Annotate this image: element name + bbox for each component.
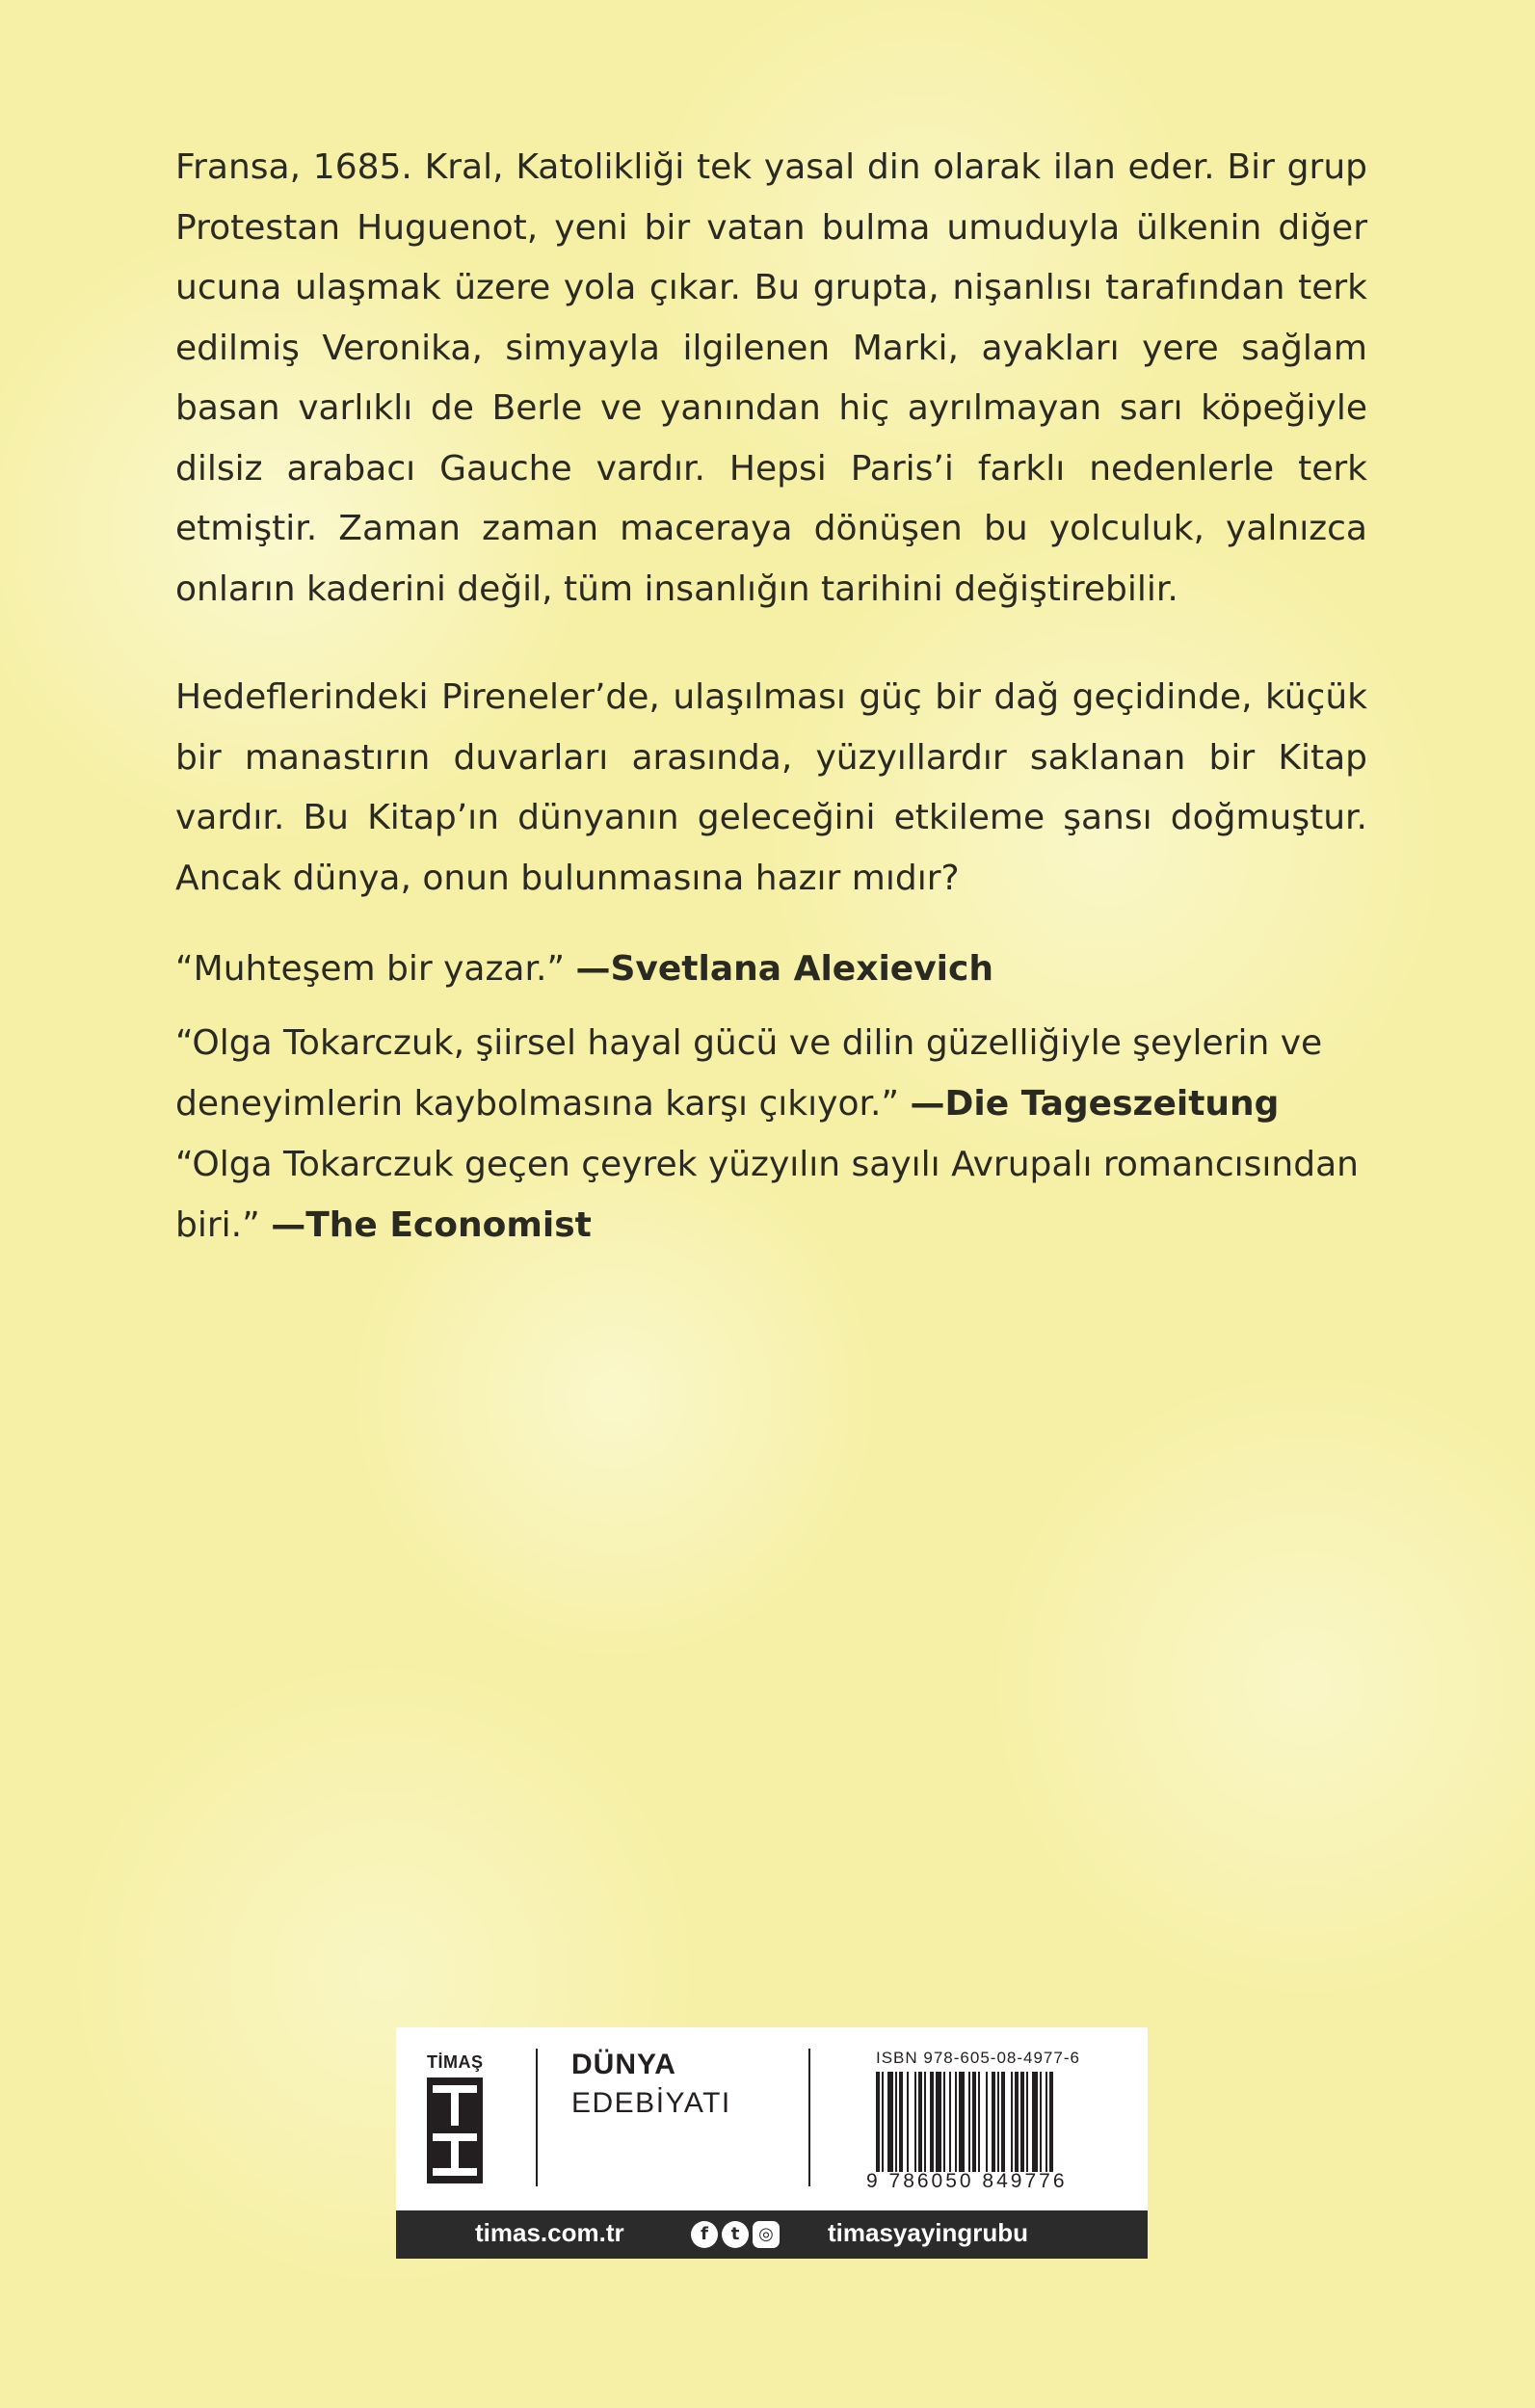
facebook-icon[interactable]: f xyxy=(691,2221,718,2248)
publisher-footer-bar xyxy=(396,2210,1148,2259)
publisher-logo-text: TİMAŞ xyxy=(427,2052,484,2072)
barcode-icon xyxy=(876,2072,1099,2172)
quote-text: “Muhteşem bir yazar.” xyxy=(175,949,566,989)
publisher-label xyxy=(396,2027,1148,2210)
series-subtitle: EDEBİYATI xyxy=(571,2087,731,2119)
blurb-paragraph-1: Fransa, 1685. Kral, Katolikliği tek yasal din olarak ilan eder. Bir grup Protestan Huguenot, yeni bir vatan bulma umuduyla ülkenin diğer ucuna ulaşmak üzere yola çıkar. Bu grupta, nişanlısı tarafından terk edilmiş Veronika, simyayla ilgilenen Marki, ayakları yere sağlam basan varlıklı de Berle ve yanından hiç ayrılmayan sarı köpeğiyle dilsiz arabacı Gauche vardır. Hepsi Paris’i farklı nedenlerle terk etmiştir. Zaman zaman maceraya dönüşen bu yolculuk, yalnızca onların kaderini değil, tüm insanlığın tarihini değiştirebilir. xyxy=(175,147,1367,609)
timas-logo-icon xyxy=(427,2077,483,2183)
instagram-icon[interactable]: ◎ xyxy=(753,2221,780,2248)
quote-source: —The Economist xyxy=(271,1204,592,1245)
review-quote-3 xyxy=(175,1135,1367,1256)
publisher-logo xyxy=(427,2052,483,2183)
quote-source: —Svetlana Alexievich xyxy=(575,949,993,989)
quote-text: “Olga Tokarczuk geçen çeyrek yüzyılın sayılı Avrupalı romancısından biri.” xyxy=(175,1145,1359,1245)
blurb-paragraph-2: Hedeflerindeki Pireneler’de, ulaşılması güç bir dağ geçidinde, küçük bir manastırın duvarları arasında, yüzyıllardır saklanan bir Kitap vardır. Bu Kitap’ın dünyanın geleceğini etkileme şansı doğmuştur. Ancak dünya, onun bulunmasına hazır mıdır? xyxy=(175,677,1367,898)
website-link[interactable]: timas.com.tr xyxy=(475,2218,624,2247)
review-quote-2 xyxy=(175,1014,1367,1134)
label-divider xyxy=(536,2049,538,2186)
quote-text: “Olga Tokarczuk, şiirsel hayal gücü ve dilin güzelliğiyle şeylerin ve deneyimlerin kaybolmasına karşı çıkıyor.” xyxy=(175,1023,1323,1124)
barcode-digits: 9 786050 849776 xyxy=(866,2170,1068,2192)
series-title: DÜNYA xyxy=(571,2049,676,2080)
review-quote-1 xyxy=(175,939,1367,1000)
label-divider xyxy=(808,2049,810,2186)
isbn-text: ISBN 978-605-08-4977-6 xyxy=(876,2049,1080,2067)
quote-source: —Die Tageszeitung xyxy=(910,1083,1280,1124)
twitter-icon[interactable]: t xyxy=(722,2221,749,2248)
social-handle[interactable]: timasyayingrubu xyxy=(828,2218,1029,2247)
